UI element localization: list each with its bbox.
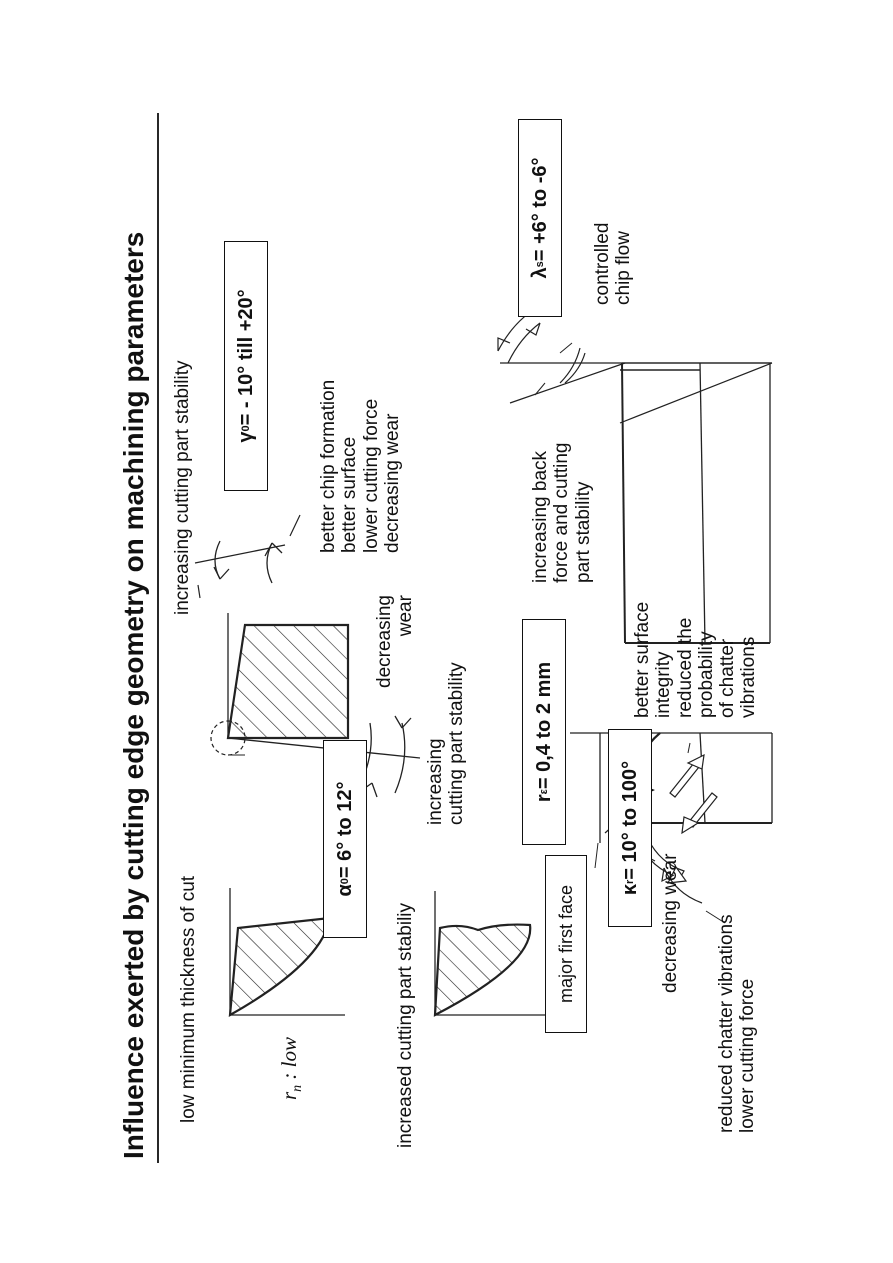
label-controlled-chip-flow: controlled chip flow <box>592 222 635 305</box>
rn-rest: : low <box>276 1036 301 1085</box>
label-decreasing-wear-bottom: decreasing wear <box>660 853 681 993</box>
alpha-rest: = 6° to 12° <box>333 781 356 879</box>
label-reduced-chatter: reduced chatter vibrations lower cutting force <box>716 914 759 1133</box>
label-low-min-thickness: low minimum thickness of cut <box>178 875 199 1123</box>
lambda-sub: s <box>534 261 546 268</box>
radius-box <box>522 619 566 845</box>
lambda-sym: λ <box>528 267 551 279</box>
label-increasing-cutting-mid: increasing cutting part stability <box>425 662 468 825</box>
kappa-rest: = 10° to 100° <box>618 760 641 880</box>
label-increasing-back-force: increasing back force and cutting part stability <box>530 442 594 583</box>
radius-sym: r <box>532 794 555 803</box>
kappa-sub: r <box>624 879 636 884</box>
gamma-rest: = - 10° till +20° <box>234 289 257 426</box>
gamma-sub: 0 <box>240 425 252 432</box>
kappa-arrows <box>640 839 725 923</box>
gamma-box <box>224 241 268 491</box>
radius-rest: = 0,4 to 2 mm <box>532 661 555 790</box>
radius-sub: ε <box>538 789 550 795</box>
label-rn-low <box>254 1037 329 1121</box>
label-increased-cutting-part: increased cutting part stabiliy <box>395 902 416 1148</box>
kappa-box <box>608 729 652 927</box>
label-better-surface-integrity: better surface integrity reduced the probability of chatter vibrations <box>632 601 760 718</box>
rn-sym: r <box>276 1091 301 1100</box>
label-increasing-cutting-top: increasing cutting part stability <box>172 360 193 615</box>
gamma-sym: γ <box>234 431 257 443</box>
major-face-box: major first face <box>545 855 587 1033</box>
kappa-sym: κ <box>618 883 641 896</box>
insert-nose-radius <box>570 733 772 843</box>
alpha-box <box>323 740 367 938</box>
alpha-sym: α <box>333 884 356 897</box>
page-title: Influence exerted by cutting edge geometry on machining parameters <box>118 231 149 1159</box>
lambda-box <box>518 119 562 317</box>
rn-sub: n <box>289 1084 305 1092</box>
lambda-rest: = +6° to -6° <box>528 157 551 262</box>
alpha-sub: 0 <box>339 878 351 885</box>
label-better-chip: better chip formation better surface lower cutting force decreasing wear <box>318 379 403 553</box>
connector-major-face <box>595 843 598 868</box>
tool-sketch-increased-stability <box>435 891 550 1015</box>
label-decreasing-wear-mid: decreasing wear <box>374 595 417 688</box>
